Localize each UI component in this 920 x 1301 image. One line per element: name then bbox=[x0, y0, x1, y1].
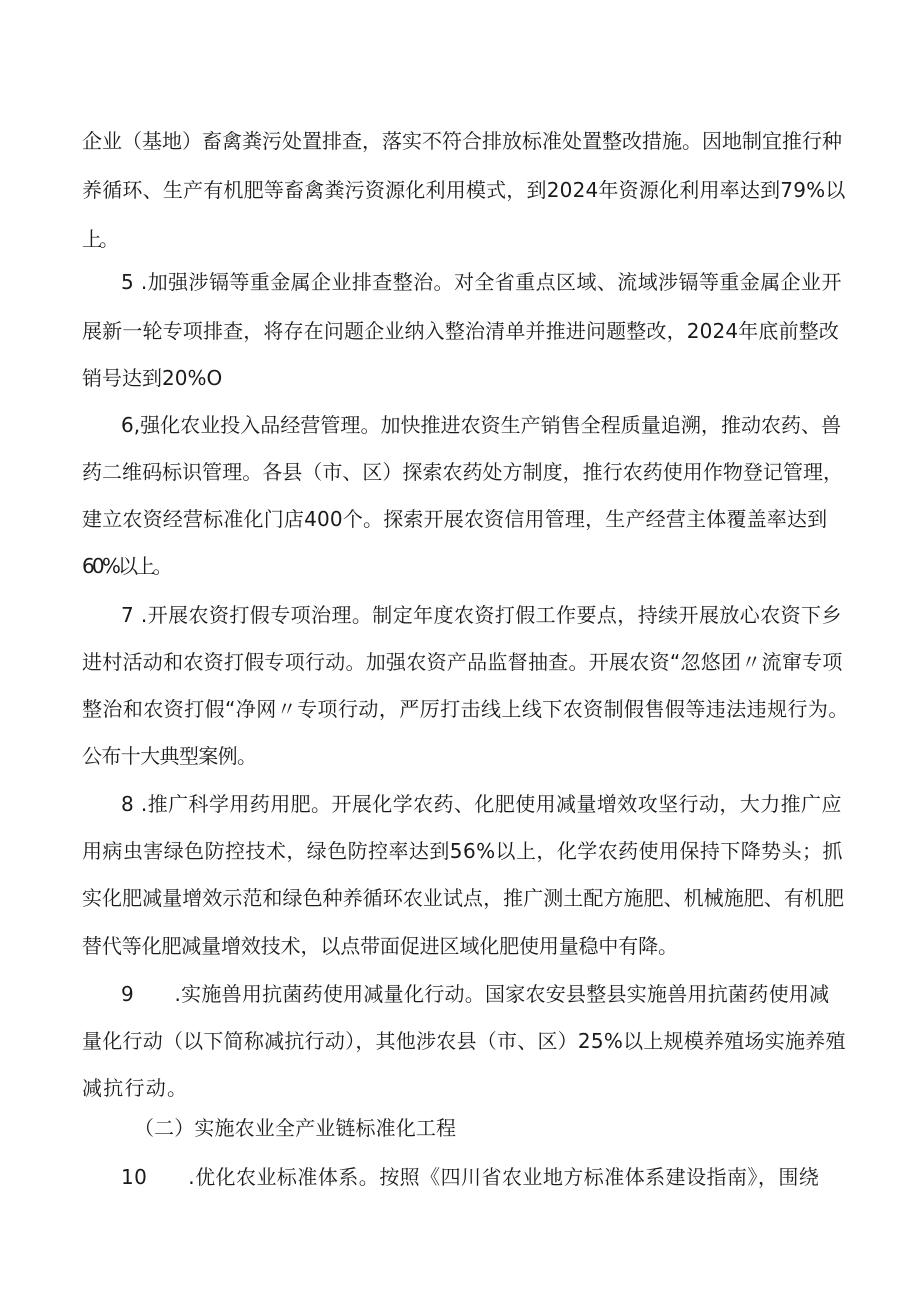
text-line-17: 实化肥减量增效示范和绿色种养循环农业试点，推广测土配方施肥、机械施肥、有机肥 bbox=[82, 886, 845, 910]
text-line-18: 替代等化肥减量增效技术，以点带面促进区域化肥使用量稳中有降。 bbox=[82, 934, 678, 958]
section-heading: （二）实施农业全产业链标准化工程 bbox=[134, 1116, 457, 1140]
text-line-16: 用病虫害绿色防控技术，绿色防控率达到56%以上，化学农药使用保持下降势头；抓 bbox=[82, 839, 843, 863]
text-line-23: 10 .优化农业标准体系。按照《四川省农业地方标准体系建设指南》，围绕 bbox=[121, 1165, 820, 1189]
text-line-5: 展新一轮专项排查，将存在问题企业纳入整治清单并推进问题整改，2024年底前整改 bbox=[82, 319, 840, 343]
text-line-21: 减抗行动。 bbox=[82, 1076, 189, 1100]
text-line-8: 药二维码标识管理。各县（市、区）探索农药处方制度，推行农药使用作物登记管理， bbox=[82, 460, 844, 484]
text-line-12: 进村活动和农资打假专项行动。加强农资产品监督抽查。开展农资“忽悠团〃流窜专项 bbox=[82, 650, 843, 674]
text-line-11: 7 .开展农资打假专项治理。制定年度农资打假工作要点，持续开展放心农资下乡 bbox=[121, 603, 842, 627]
text-line-13: 整治和农资打假“净网〃专项行动，严厉打击线上线下农资制假售假等违法违规行为。 bbox=[82, 697, 849, 721]
text-line-14: 公布十大典型案例。 bbox=[82, 744, 257, 768]
text-line-20: 量化行动（以下简称减抗行动），其他涉农县（市、区）25%以上规模养殖场实施养殖 bbox=[82, 1029, 846, 1053]
text-line-6: 销号达到20%O bbox=[82, 366, 223, 390]
text-line-7: 6,强化农业投入品经营管理。加快推进农资生产销售全程质量追溯，推动农药、兽 bbox=[121, 413, 842, 437]
text-line-2: 养循环、生产有机肥等畜禽粪污资源化利用模式，到2024年资源化利用率达到79%以 bbox=[82, 178, 846, 202]
text-line-3: 上。 bbox=[82, 227, 116, 251]
text-line-9: 建立农资经营标准化门店400个。探索开展农资信用管理，生产经营主体覆盖率达到 bbox=[82, 507, 828, 531]
text-line-10: 60%以上。 bbox=[82, 554, 170, 578]
text-line-19: 9 .实施兽用抗菌药使用减量化行动。国家农安县整县实施兽用抗菌药使用减 bbox=[121, 982, 830, 1006]
text-line-15: 8 .推广科学用药用肥。开展化学农药、化肥使用减量增效攻坚行动，大力推广应 bbox=[121, 792, 842, 816]
text-line-4: 5 .加强涉镉等重金属企业排查整治。对全省重点区域、流域涉镉等重金属企业开 bbox=[121, 270, 842, 294]
text-line-1: 企业（基地）畜禽粪污处置排查，落实不符合排放标准处置整改措施。因地制宜推行种 bbox=[82, 129, 842, 153]
